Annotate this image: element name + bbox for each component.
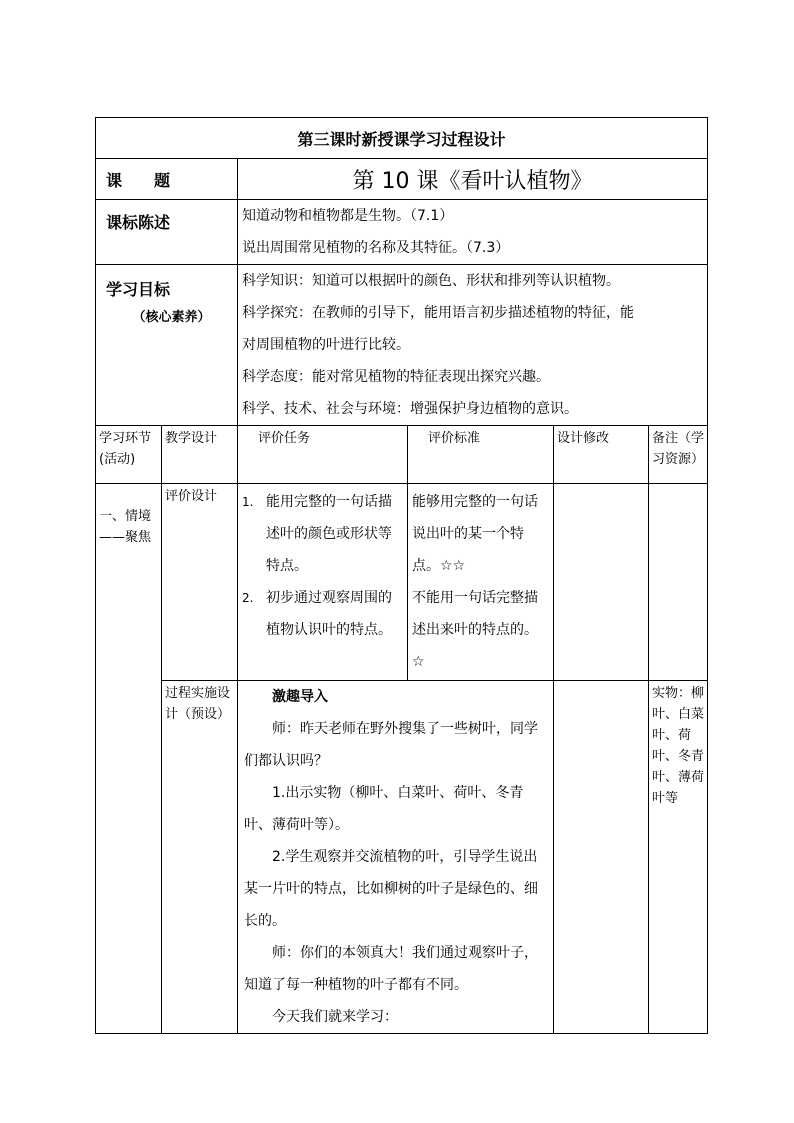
notes-cell: [649, 484, 708, 681]
eval-label: 评价设计: [162, 484, 238, 681]
stage-name: 一、情境——聚焦: [96, 484, 162, 1034]
standards-content: [238, 200, 708, 265]
eval-task-item: [242, 582, 403, 646]
process-paragraph: 1.出示实物（柳叶、白菜叶、荷叶、冬青叶、薄荷叶等）。: [244, 785, 524, 833]
header-stage: 学习环节(活动): [96, 426, 162, 484]
eval-criteria: [408, 484, 554, 681]
eval-task-num: 2.: [242, 591, 254, 605]
objective-line: 对周围植物的叶进行比较。: [242, 337, 410, 353]
lesson-design-table: [95, 117, 708, 1034]
process-revision-cell: [554, 681, 649, 1034]
criteria-item: 能够用完整的一句话说出叶的某一个特点。☆☆: [412, 494, 538, 574]
eval-task-item: [242, 486, 403, 582]
objective-line: 科学态度：能对常见植物的特征表现出探究兴趣。: [242, 369, 550, 385]
eval-tasks: [238, 484, 408, 681]
objectives-sublabel: （核心素养）: [132, 310, 211, 325]
topic-value: 第 10 课《看叶认植物》: [238, 159, 708, 200]
process-paragraph: 师：昨天老师在野外搜集了一些树叶，同学们都认识吗？: [244, 721, 538, 769]
objective-line: 科学知识：知道可以根据叶的颜色、形状和排列等认识植物。: [242, 273, 620, 289]
header-revision: 设计修改: [554, 426, 649, 484]
eval-task-num: 1.: [242, 495, 254, 509]
header-task: 评价任务: [238, 426, 408, 484]
objective-line: 科学、技术、社会与环境：增强保护身边植物的意识。: [242, 401, 578, 417]
objective-line: 科学探究：在教师的引导下，能用语言初步描述植物的特征，能: [242, 305, 634, 321]
objectives-label: 学习目标: [106, 280, 171, 299]
header-criteria: 评价标准: [408, 426, 554, 484]
page-title: 第三课时新授课学习过程设计: [96, 118, 708, 159]
process-resources: 实物：柳叶、白菜叶、荷叶、冬青叶、薄荷叶等: [649, 681, 708, 1034]
process-label: 过程实施设计（预设）: [162, 681, 238, 1034]
standards-line: 说出周围常见植物的名称及其特征。（7.3）: [242, 240, 510, 256]
objectives-label-cell: [96, 265, 238, 426]
process-heading: 激趣导入: [272, 689, 328, 705]
eval-task-text: 能用完整的一句话描述叶的颜色或形状等特点。: [266, 494, 392, 574]
process-content: [238, 681, 554, 1034]
process-paragraph: 师：你们的本领真大！我们通过观察叶子，知道了每一种植物的叶子都有不同。: [244, 945, 538, 993]
standards-line: 知道动物和植物都是生物。（7.1）: [242, 208, 454, 224]
eval-task-text: 初步通过观察周围的植物认识叶的特点。: [266, 590, 392, 638]
process-paragraph: 今天我们就来学习：: [272, 1009, 398, 1025]
objectives-content: [238, 265, 708, 426]
standards-label: 课标陈述: [96, 200, 238, 265]
criteria-item: 不能用一句话完整描述出来叶的特点的。☆: [412, 590, 538, 670]
revision-cell: [554, 484, 649, 681]
header-design: 教学设计: [162, 426, 238, 484]
process-paragraph: 2.学生观察并交流植物的叶，引导学生说出某一片叶的特点，比如柳树的叶子是绿色的、细长的。: [244, 849, 538, 929]
topic-label: 课 题: [96, 159, 238, 200]
header-notes: 备注（学习资源）: [649, 426, 708, 484]
